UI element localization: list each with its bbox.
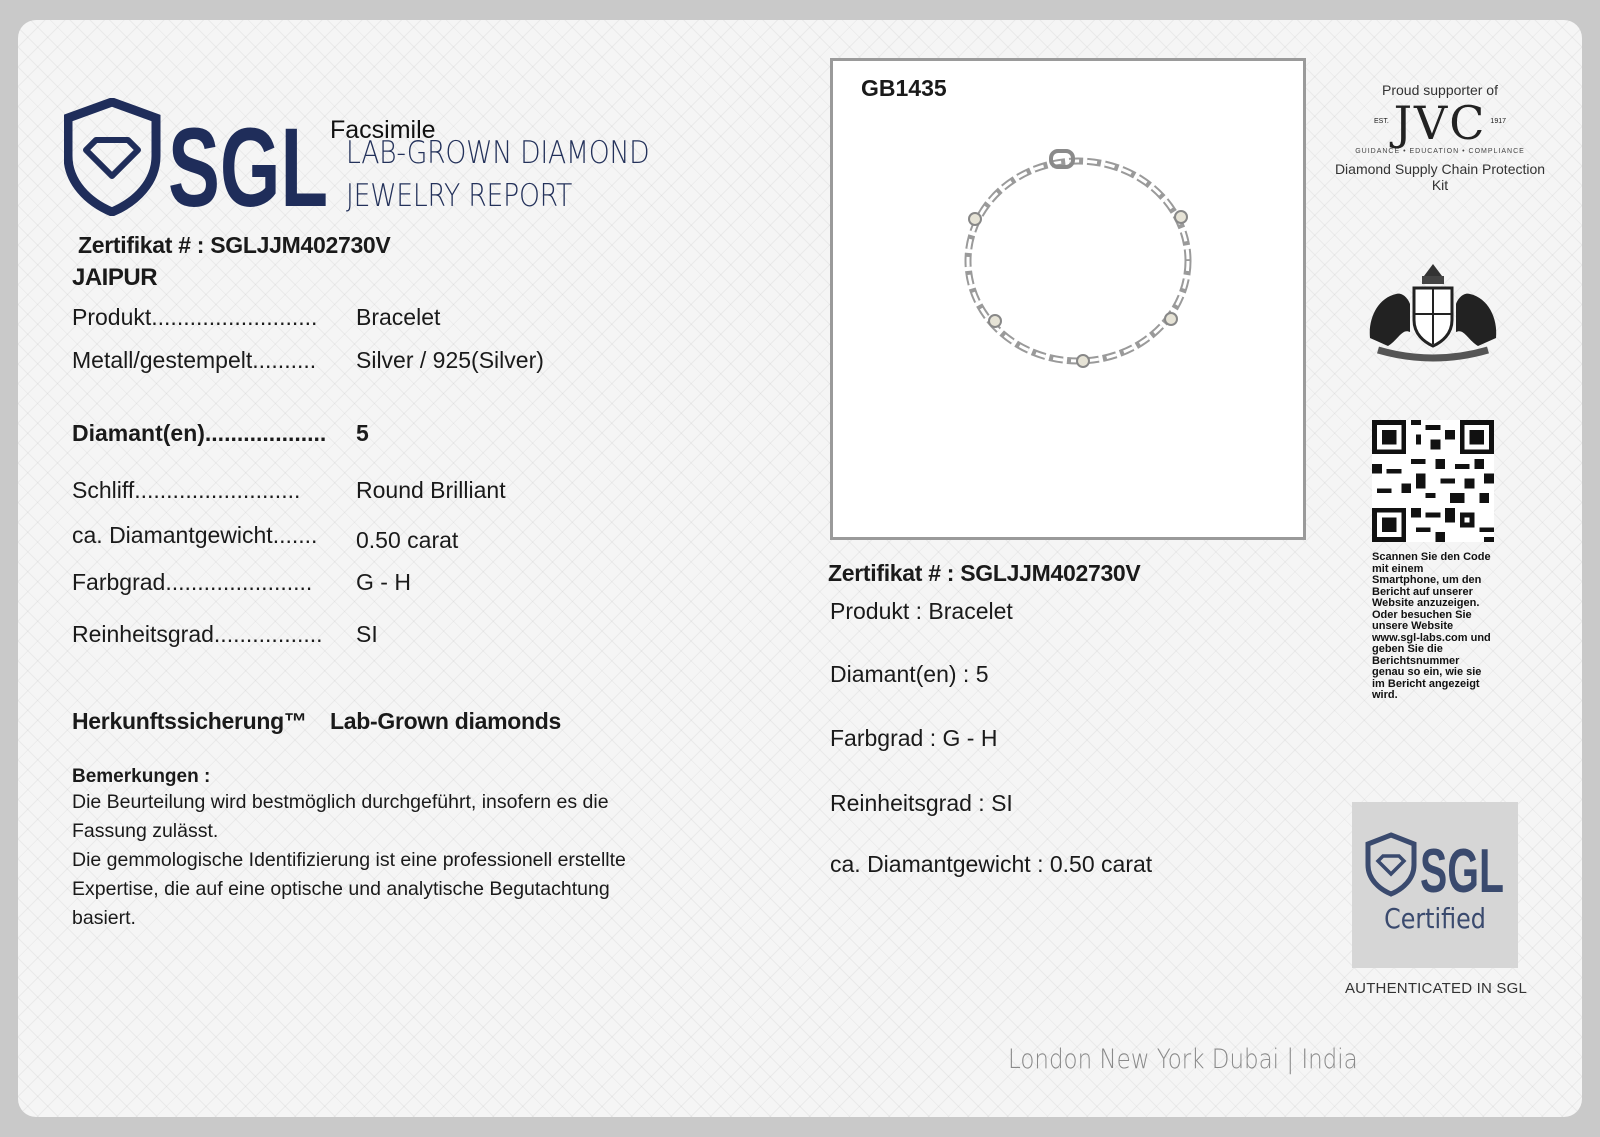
footer-locations: London New York Dubai | India bbox=[1008, 1044, 1358, 1075]
origin-value: Lab-Grown diamonds bbox=[330, 708, 561, 734]
row-clarity bbox=[72, 621, 378, 648]
jvc-supporter-text: Proud supporter of bbox=[1382, 82, 1498, 98]
certificate-sheet bbox=[18, 20, 1582, 1117]
row-label: Farbgrad....................... bbox=[72, 569, 313, 595]
remarks-title: Bemerkungen : bbox=[72, 766, 211, 787]
row-label: Schliff.......................... bbox=[72, 477, 301, 503]
seal-sgl-text: SGL bbox=[1420, 837, 1504, 898]
remarks-paragraph: Die gemmologische Identifizierung ist eine professionell erstellte Expertise, die auf eine optische und analytische Begutachtung basiert. bbox=[72, 849, 626, 929]
right-row-weight: ca. Diamantgewicht : 0.50 carat bbox=[830, 851, 1153, 877]
row-cut bbox=[72, 477, 506, 504]
row-value: Silver / 925(Silver) bbox=[356, 347, 544, 373]
jvc-logo bbox=[1330, 82, 1550, 193]
certificate-number: Zertifikat # : SGLJJM402730V bbox=[78, 232, 391, 258]
row-label: Diamant(en)................... bbox=[72, 420, 327, 446]
bracelet-image bbox=[953, 139, 1203, 379]
row-product bbox=[72, 304, 441, 331]
seal-sgl-logo bbox=[1364, 832, 1506, 898]
sgl-logo-text: SGL bbox=[168, 105, 328, 216]
report-title-line1: LAB-GROWN DIAMOND bbox=[346, 135, 650, 171]
row-label: Metall/gestempelt.......... bbox=[72, 347, 317, 373]
row-value: SI bbox=[356, 621, 378, 647]
coat-of-arms-emblem bbox=[1358, 258, 1508, 368]
row-label: Reinheitsgrad................. bbox=[72, 621, 323, 647]
row-label: Produkt.......................... bbox=[72, 304, 318, 330]
report-title-line2: JEWELRY REPORT bbox=[346, 178, 573, 214]
qr-instructions: Scannen Sie den Code mit einem Smartphone, um den Bericht auf unserer Website anzuzeigen. Oder besuchen Sie unsere Website www.sgl-labs.com und geben Sie die Berichtsnummer genau so ein, wie sie im Bericht angezeigt wird. bbox=[1372, 551, 1491, 701]
row-value: G - H bbox=[356, 569, 411, 595]
row-weight bbox=[72, 522, 459, 553]
report-title bbox=[346, 132, 649, 218]
right-certificate-number: Zertifikat # : SGLJJM402730V bbox=[828, 560, 1141, 586]
row-value: 0.50 carat bbox=[356, 527, 459, 553]
row-value: Round Brilliant bbox=[356, 477, 506, 503]
row-value: 5 bbox=[356, 420, 369, 446]
sgl-certified-seal bbox=[1352, 802, 1518, 968]
facsimile-label: Facsimile bbox=[330, 116, 436, 144]
row-label: ca. Diamantgewicht....... bbox=[72, 522, 318, 548]
qr-code[interactable] bbox=[1372, 420, 1494, 542]
row-metal bbox=[72, 347, 544, 374]
origin-label: Herkunftssicherung™ bbox=[72, 708, 307, 734]
remarks-text bbox=[72, 788, 652, 933]
seal-certified-text: Certified bbox=[1384, 902, 1486, 935]
jvc-kit-text: Diamond Supply Chain Protection Kit bbox=[1334, 161, 1546, 193]
right-row-color: Farbgrad : G - H bbox=[830, 725, 998, 751]
remarks-paragraph: Die Beurteilung wird bestmöglich durchgeführt, insofern es die Fassung zulässt. bbox=[72, 791, 609, 842]
jvc-logo-text: JVC bbox=[1393, 96, 1487, 150]
right-row-diamonds: Diamant(en) : 5 bbox=[830, 661, 989, 687]
row-diamonds bbox=[72, 420, 369, 447]
product-photo bbox=[830, 58, 1306, 540]
jvc-est: EST. bbox=[1374, 118, 1389, 125]
jvc-tagline: GUIDANCE • EDUCATION • COMPLIANCE bbox=[1355, 148, 1525, 155]
row-value: Bracelet bbox=[356, 304, 441, 330]
authenticated-label: AUTHENTICATED IN SGL bbox=[1344, 980, 1528, 997]
right-row-product: Produkt : Bracelet bbox=[830, 598, 1013, 624]
row-color bbox=[72, 569, 411, 596]
sgl-logo bbox=[64, 98, 334, 216]
product-code: GB1435 bbox=[861, 75, 947, 101]
jvc-year: 1917 bbox=[1490, 118, 1506, 125]
brand-name: JAIPUR bbox=[72, 264, 158, 291]
right-row-clarity: Reinheitsgrad : SI bbox=[830, 790, 1013, 816]
